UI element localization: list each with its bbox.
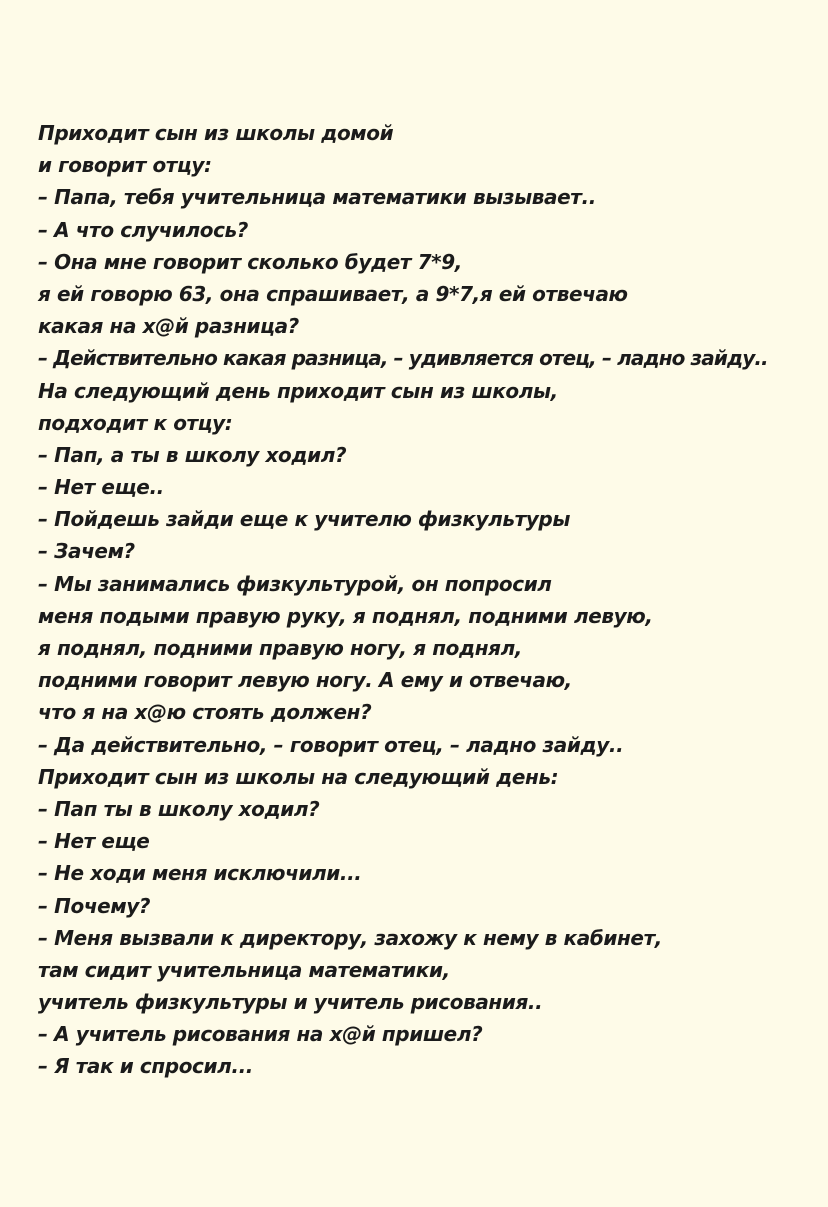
text-line: – Почему? [38, 893, 151, 918]
text-line: подходит к отцу: [38, 410, 233, 435]
text-line: – Нет еще [38, 829, 150, 854]
text-line: Приходит сын из школы домой [38, 121, 394, 145]
text-line: – Действительно какая разница, – удивляется отец, – ладно зайду.. [38, 346, 768, 371]
text-line: На следующий день приходит сын из школы, [38, 378, 558, 403]
text-line: и говорит отцу: [38, 153, 212, 178]
text-line: – Мы занимались физкультурой, он попросил [38, 571, 552, 596]
text-line: я поднял, подними правую ногу, я поднял, [38, 636, 523, 660]
text-line: я ей говорю 63, она спрашивает, а 9*7,я ей отвечаю [38, 281, 628, 306]
text-line: Приходит сын из школы на следующий день: [38, 764, 559, 789]
text-line: – Не ходи меня исключили... [38, 861, 362, 886]
text-line: – Я так и спросил... [38, 1054, 253, 1079]
text-line: какая на х@й разница? [38, 314, 299, 339]
text-line: – Пап ты в школу ходил? [38, 796, 320, 821]
text-line: – А учитель рисования на х@й пришел? [38, 1022, 483, 1047]
text-line: подними говорит левую ногу. А ему и отвечаю, [38, 668, 572, 693]
text-line: – Она мне говорит сколько будет 7*9, [38, 249, 462, 274]
text-line: – А что случилось? [38, 217, 249, 242]
text-line: – Пойдешь зайди еще к учителю физкультуры [38, 507, 571, 532]
text-line: – Меня вызвали к директору, захожу к нему в кабинет, [38, 925, 662, 950]
text-line: учитель физкультуры и учитель рисования.. [38, 990, 543, 1015]
text-line: – Зачем? [38, 539, 135, 564]
text-line: – Пап, а ты в школу ходил? [38, 442, 347, 467]
text-line: что я на х@ю стоять должен? [38, 700, 372, 725]
text-line: – Папа, тебя учительница математики вызывает.. [38, 185, 596, 210]
text-line: там сидит учительница математики, [38, 957, 450, 982]
text-line: – Нет еще.. [38, 475, 164, 500]
text-line: меня подыми правую руку, я поднял, подними левую, [38, 603, 653, 628]
text-line: – Да действительно, – говорит отец, – ладно зайду.. [38, 732, 624, 757]
joke-text [38, 117, 824, 1083]
